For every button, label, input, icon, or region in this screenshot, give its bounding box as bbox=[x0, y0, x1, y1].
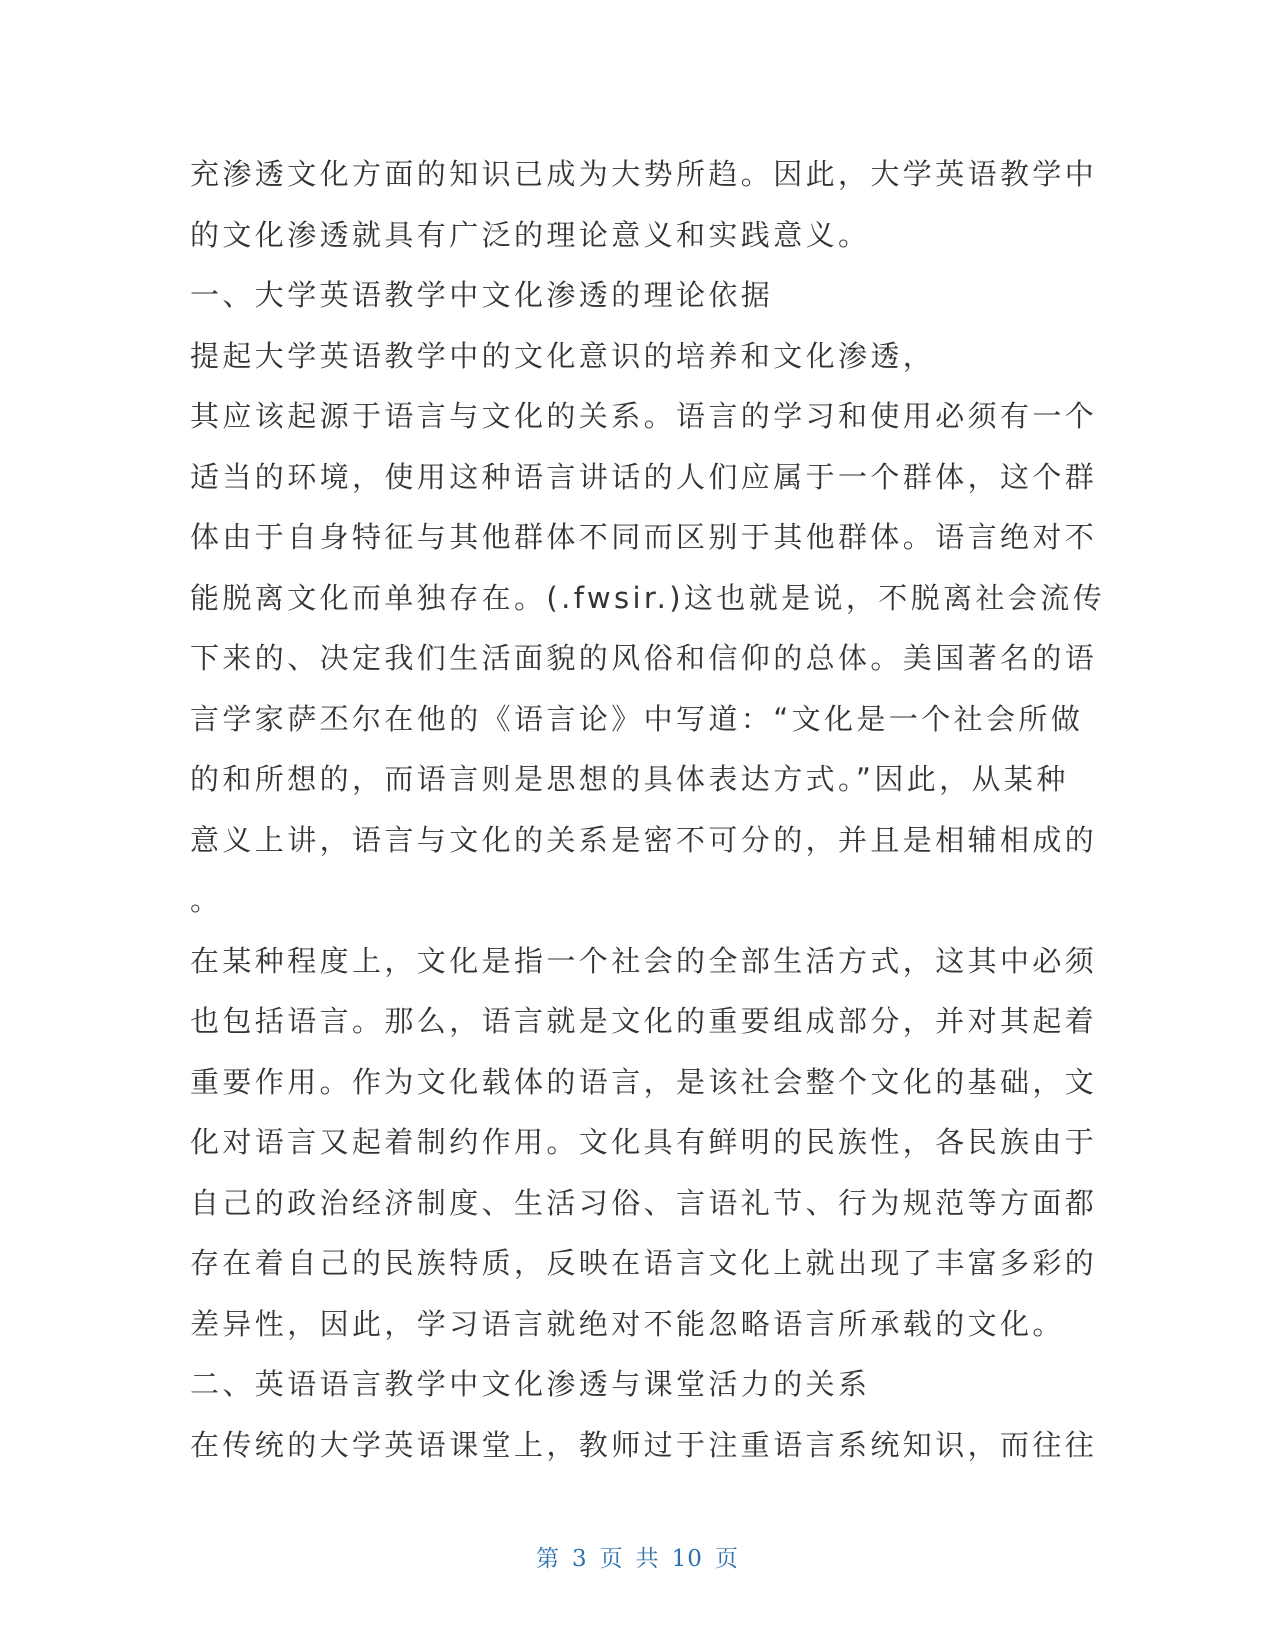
text-line: 化对语言又起着制约作用。文化具有鲜明的民族性，各民族由于 bbox=[190, 1125, 1098, 1159]
text-line: 在传统的大学英语课堂上，教师过于注重语言系统知识，而往往 bbox=[190, 1427, 1098, 1462]
text-line: 自己的政治经济制度、生活习俗、言语礼节、行为规范等方面都 bbox=[190, 1185, 1098, 1220]
text-line: 在某种程度上，文化是指一个社会的全部生活方式，这其中必须 bbox=[190, 943, 1098, 978]
text-line: 体由于自身特征与其他群体不同而区别于其他群体。语言绝对不 bbox=[190, 520, 1098, 554]
section-heading: 一、大学英语教学中文化渗透的理论依据 bbox=[190, 278, 774, 312]
text-line: 差异性，因此，学习语言就绝对不能忽略语言所承载的文化。 bbox=[190, 1306, 1065, 1341]
page-label: 页 bbox=[714, 1546, 739, 1572]
page-label: 共 bbox=[635, 1546, 660, 1572]
text-line: 提起大学英语教学中的文化意识的培养和文化渗透， bbox=[190, 338, 936, 373]
text-line: 重要作用。作为文化载体的语言，是该社会整个文化的基础，文 bbox=[190, 1064, 1098, 1099]
document-body bbox=[190, 144, 1106, 1475]
text-line: 存在着自己的民族特质，反映在语言文化上就出现了丰富多彩的 bbox=[190, 1246, 1098, 1280]
page-label: 第 bbox=[536, 1546, 561, 1572]
text-line: 也包括语言。那么，语言就是文化的重要组成部分，并对其起着 bbox=[190, 1004, 1098, 1038]
text-line: 能脱离文化而单独存在。(.fwsir.)这也就是说，不脱离社会流传 bbox=[190, 580, 1106, 615]
current-page-number: 3 bbox=[572, 1546, 588, 1572]
text-line: 其应该起源于语言与文化的关系。语言的学习和使用必须有一个 bbox=[190, 399, 1098, 433]
total-pages-number: 10 bbox=[671, 1546, 703, 1572]
text-line: 言学家萨丕尔在他的《语言论》中写道：“文化是一个社会所做 bbox=[190, 701, 1084, 736]
page-footer bbox=[0, 1540, 1275, 1573]
page-label: 页 bbox=[599, 1546, 624, 1572]
text-line: 下来的、决定我们生活面貌的风俗和信仰的总体。美国著名的语 bbox=[190, 641, 1098, 675]
text-line: 意义上讲，语言与文化的关系是密不可分的，并且是相辅相成的 bbox=[190, 822, 1098, 857]
text-line: 充渗透文化方面的知识已成为大势所趋。因此，大学英语教学中 bbox=[190, 157, 1098, 191]
text-line: 适当的环境，使用这种语言讲话的人们应属于一个群体，这个群 bbox=[190, 459, 1098, 494]
text-line: 。 bbox=[190, 883, 223, 917]
text-line: 的和所想的，而语言则是思想的具体表达方式。”因此，从某种 bbox=[190, 762, 1069, 796]
text-line: 的文化渗透就具有广泛的理论意义和实践意义。 bbox=[190, 217, 871, 252]
section-heading: 二、英语语言教学中文化渗透与课堂活力的关系 bbox=[190, 1367, 871, 1401]
